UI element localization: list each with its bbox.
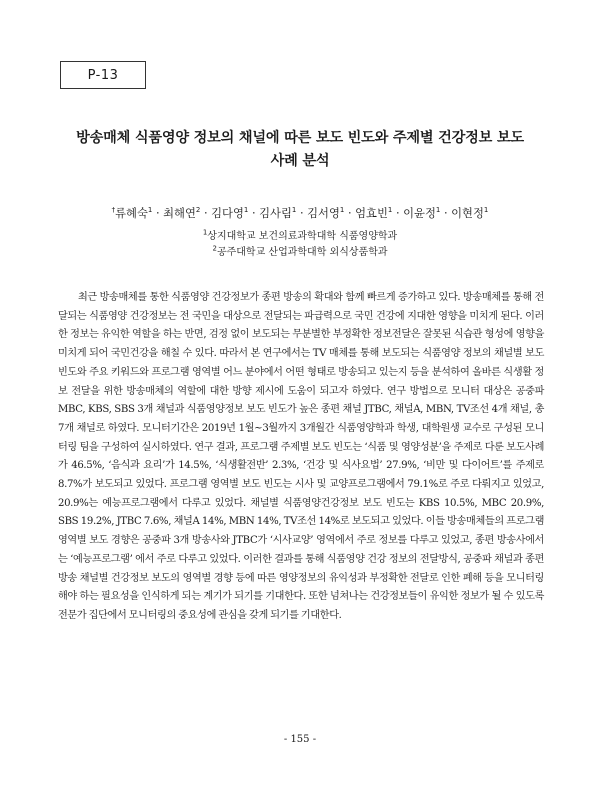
author: 엄효빈$^1$ (355, 206, 393, 220)
separator: · (155, 207, 160, 220)
separator: · (251, 207, 256, 220)
abstract-paragraph: 최근 방송매체를 통한 식품영양 건강정보가 종편 방송의 확대와 함께 빠르게 증가하고 있다. 방송매체를 통해 전달되는 식품영양 건강정보는 전 국민을 대상으로 전달되는 파급력으로 국민 건강에 지대한 영향을 미치게 된다. 이러한 정보는 유익한 역할을 하는 반면, 검정 없이 보도되는 무분별한 부정확한 정보전달은 잘못된 식습관 형성에 영향을 미치게 되어 국민건강을 해칠 수 있다. 따라서 본 연구에서는 TV 매체를 통해 보도되는 식품영양 정보의 채널별 보도 빈도와 주요 키워드와 프로그램 영역별 어느 분야에서 어떤 형태로 방송되고 있는지 등을 분석하여 올바른 식생활 정보 전달을 위한 방송매체의 역할에 대한 방향 제시에 도움이 되고자 하였다. 연구 방법으로 모니터 대상은 공중파 MBC, KBS, SBS 3개 채널과 식품영양정보 보도 빈도가 높은 종편 채널 JTBC, 채널A, MBN, TV조선 4개 채널, 총 7개 채널로 하였다. 모니터기간은 2019년 1월~3월까지 3개월간 식품영양학과 학생, 대학원생 교수로 구성된 모니터링 팀을 구성하여 실시하였다. 연구 결과, 프로그램 주제별 보도 빈도는 ‘식품 및 영양성분’을 주제로 다룬 보도사례가 46.5%, ‘음식과 요리’가 14.5%, ‘식생활전반’ 2.3%, ‘건강 및 식사요법’ 27.9%, ‘비만 및 다이어트’를 주제로 8.7%가 보도되고 있었다. 프로그램 영역별 보도 빈도는 시사 및 교양프로그램에서 79.1%로 주로 다뤄지고 있었고, 20.9%는 예능프로그램에서 다루고 있었다. 채널별 식품영양건강정보 보도 빈도는 KBS 10.5%, MBC 20.9%, SBS 19.2%, JTBC 7.6%, 채널A 14%, MBN 14%, TV조선 14%로 보도되고 있었다. 이들 방송매체들의 프로그램 영역별 보도 경향은 공중파 3개 방송사와 JTBC가 ‘시사교양’ 영역에서 주로 정보를 다루고 있었고, 종편 방송사에서는 ‘예능프로그램’ 에서 주로 다루고 있었다. 이러한 결과를 통해 식품영양 건강 정보의 전달방식, 공중파 채널과 종편방송 채널별 건강정보 보도의 영역별 경향 등에 따른 영양정보의 유익성과 부정확한 전달로 인한 폐해 등을 모니터링 해야 하는 필요성을 인식하게 되는 계기가 되기를 기대한다. 또한 넘쳐나는 건강정보들이 유익한 정보가 될 수 있도록 전문가 집단에서 모니터링의 중요성에 관심을 갖게 되기를 기대한다. (58, 292, 544, 621)
author: 김서영$^1$ (307, 206, 345, 220)
session-label: P-13 (60, 61, 146, 89)
affiliation: $^2$공주대학교 산업과학대학 외식상품학과 (212, 244, 388, 258)
page-number: - 155 - (283, 734, 317, 745)
author: †류혜숙$^1$ (111, 206, 153, 220)
author: 김다영$^1$ (211, 206, 249, 220)
abstract (58, 289, 544, 626)
separator: · (203, 207, 208, 220)
affiliations (40, 229, 560, 261)
author: 이윤정$^1$ (403, 206, 441, 220)
author: 김사림$^1$ (259, 206, 297, 220)
separator: · (395, 207, 400, 220)
title-line: 방송매체 식품영양 정보의 채널에 따른 보도 빈도와 주제별 건강정보 보도 (76, 130, 524, 146)
separator: · (299, 207, 304, 220)
paper-title (40, 127, 560, 173)
author-list (40, 206, 560, 222)
separator: · (347, 207, 352, 220)
affiliation: $^1$상지대학교 보건의료과학대학 식품영양학과 (202, 228, 398, 242)
title-line: 사례 분석 (270, 153, 330, 169)
author: 최해연$^2$ (163, 206, 201, 220)
author: 이현정$^1$ (451, 206, 489, 220)
separator: · (443, 207, 448, 220)
